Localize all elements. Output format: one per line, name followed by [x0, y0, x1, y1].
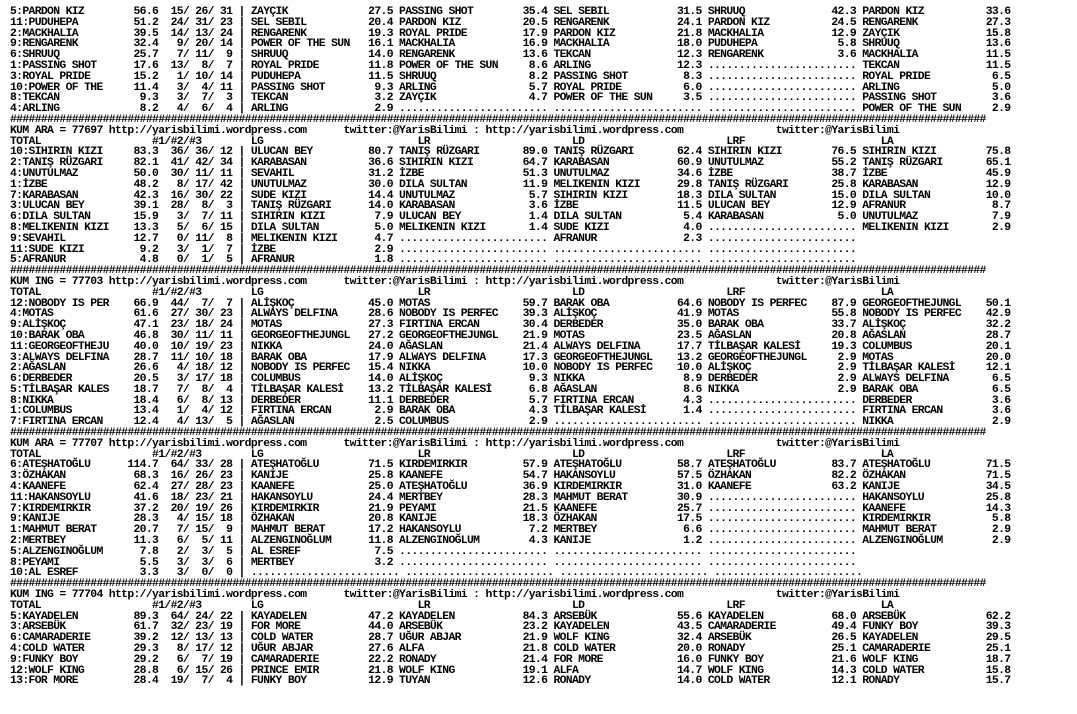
- race-header: KUM ING = 77704 http://yarisbilimi.wordpress.com twitter:@YarisBilimi : http://yarisbilimi.wordpress.com twitter:@YarisBilimi: [10, 589, 900, 602]
- column-header: TOTAL #1/#2/#3 LG LR LD LRF LA: [10, 135, 894, 148]
- table-row: 11:SUDE KIZI 9.2 3/ 1/ 7 | İZBE 2.9 ........................ ........................ ........................: [10, 243, 857, 256]
- table-row: 5:ALZENGINOĞLUM 7.8 2/ 3/ 5 | AL ESREF 7.5 ........................ ........................ ........................: [10, 545, 857, 558]
- table-row: 9:ALİŞKOÇ 47.1 23/ 18/ 24 | MOTAS 27.3 FIRTINA ERCAN 30.4 DERBEDER 35.0 BARAK OBA 33.7 ALİŞKOÇ 32.2: [10, 319, 1011, 332]
- table-row: 6:ATEŞHATOĞLU 114.7 64/ 33/ 28 | ATEŞHATOĞLU 71.5 KIRDEMIRKIR 57.9 ATEŞHATOĞLU 58.7 ATEŞHATOĞLU 83.7 ATEŞHATOĞLU 71.5: [10, 459, 1011, 472]
- table-row: 12:WOLF KING 28.8 6/ 15/ 26 | PRINCE EMIR 21.8 WOLF KING 19.1 ALFA 14.7 WOLF KING 14.3 COLD WATER 15.8: [10, 664, 1011, 677]
- table-row: 7:KIRDEMIRKIR 37.2 20/ 19/ 26 | KIRDEMIRKIR 21.9 PEYAMI 21.5 KAANEFE 25.7 ........................ KAANEFE 14.3: [10, 502, 1011, 515]
- table-row: 6:SHRUUQ 25.7 7/ 11/ 9 | SHRUUQ 14.0 RENGARENK 13.6 TEKCAN 12.3 RENGARENK 3.6 MACKHALIA 11.5: [10, 49, 1011, 62]
- section-divider: ##############################################################################################################################################################: [10, 113, 986, 126]
- table-row: 10:POWER OF THE 11.4 3/ 4/ 11 | PASSING SHOT 9.3 ARLING 5.7 ROYAL PRIDE 6.0 ........................ ARLING 5.0: [10, 81, 1011, 94]
- table-row: 9:FUNKY BOY 29.2 6/ 7/ 19 | CAMARADERIE 22.2 RONADY 21.4 FOR MORE 16.0 FUNKY BOY 21.6 WOLF KING 18.7: [10, 653, 1011, 666]
- table-row: 3:ÖZHAKAN 68.3 16/ 26/ 23 | KANIJE 25.8 KAANEFE 54.7 HAKANSOYLU 57.5 ÖZHAKAN 82.2 ÖZHAKAN 71.5: [10, 470, 1011, 483]
- table-row: 1:MAHMUT BERAT 20.7 7/ 15/ 9 | MAHMUT BERAT 17.2 HAKANSOYLU 7.2 MERTBEY 6.6 ........................ MAHMUT BERAT 2.9: [10, 524, 1011, 537]
- race-header: KUM ARA = 77707 http://yarisbilimi.wordpress.com twitter:@YarisBilimi : http://yarisbilimi.wordpress.com twitter:@YarisBilimi: [10, 437, 900, 450]
- table-row: 2:MACKHALIA 39.5 14/ 13/ 24 | RENGARENK 19.3 ROYAL PRIDE 17.9 PARDON KIZ 21.8 MACKHALIA 12.9 ZAYÇIK 15.8: [10, 27, 1011, 40]
- table-row: 2:AĞASLAN 26.6 4/ 18/ 12 | NOBODY IS PERFEC 15.4 NIKKA 10.0 NOBODY IS PERFEC 10.0 ALİŞKOÇ 2.9 TİLBAŞAR KALESİ 12.1: [10, 362, 1011, 375]
- table-row: 4:KAANEFE 62.4 27/ 28/ 23 | KAANEFE 25.0 ATEŞHATOĞLU 36.9 KIRDEMIRKIR 31.0 KAANEFE 63.2 KANIJE 34.5: [10, 481, 1011, 494]
- table-row: 3:ARSEBÜK 61.7 32/ 23/ 19 | FOR MORE 44.0 ARSEBÜK 23.2 KAYADELEN 43.5 CAMARADERIE 49.4 FUNKY BOY 39.3: [10, 621, 1011, 634]
- table-row: 3:ALWAYS DELFINA 28.7 11/ 10/ 18 | BARAK OBA 17.9 ALWAYS DELFINA 17.3 GEORGEOFTHEJUNGL 13.2 GEORGEOFTHEJUNGL 2.9 MOTAS 20.0: [10, 351, 1011, 364]
- table-row: 5:PARDON KIZ 56.6 15/ 26/ 31 | ZAYÇIK 27.5 PASSING SHOT 35.4 SEL SEBIL 31.5 SHRUUQ 42.3 PARDON KIZ 33.6: [10, 6, 1011, 18]
- table-row: 5:KAYADELEN 89.3 64/ 24/ 22 | KAYADELEN 47.2 KAYADELEN 84.3 ARSEBÜK 55.6 KAYADELEN 68.0 ARSEBÜK 62.2: [10, 610, 1011, 623]
- table-row: 6:DILA SULTAN 15.9 3/ 7/ 11 | SIHIRIN KIZI 7.9 ULUCAN BEY 1.4 DILA SULTAN 5.4 KARABASAN 5.0 UNUTULMAZ 7.9: [10, 211, 1011, 224]
- section-divider: ##############################################################################################################################################################: [10, 265, 986, 278]
- table-row: 9:SEVAHIL 12.7 0/ 11/ 8 | MELIKENIN KIZI 4.7 ........................ AFRANUR 2.3 ........................: [10, 232, 857, 245]
- table-row: 4:MOTAS 61.6 27/ 30/ 23 | ALWAYS DELFINA 28.6 NOBODY IS PERFEC 39.3 ALİŞKOÇ 41.9 MOTAS 55.8 NOBODY IS PERFEC 42.9: [10, 308, 1011, 321]
- table-row: 11:HAKANSOYLU 41.6 18/ 23/ 21 | HAKANSOYLU 24.4 MERTBEY 28.3 MAHMUT BERAT 30.9 ........................ HAKANSOYLU 25.8: [10, 491, 1011, 504]
- table-row: 8:TEKCAN 9.3 3/ 7/ 3 | TEKCAN 3.2 ZAYÇIK 4.7 POWER OF THE SUN 3.5 ........................ PASSING SHOT 3.6: [10, 92, 1011, 105]
- table-row: 1:İZBE 48.2 8/ 17/ 42 | UNUTULMAZ 30.0 DILA SULTAN 11.9 MELIKENIN KIZI 29.8 TANIŞ RÜZGARI 25.8 KARABASAN 12.9: [10, 178, 1011, 191]
- column-header: TOTAL #1/#2/#3 LG LR LD LRF LA: [10, 286, 894, 299]
- table-row: 9:RENGARENK 32.4 9/ 20/ 14 | POWER OF THE SUN 16.1 MACKHALIA 16.9 MACKHALIA 18.0 PUDUHEPA 5.8 SHRUUQ 13.6: [10, 38, 1011, 51]
- table-row: 1:PASSING SHOT 17.6 13/ 8/ 7 | ROYAL PRIDE 11.8 POWER OF THE SUN 8.6 ARLING 12.3 ........................ TEKCAN 11.5: [10, 59, 1011, 72]
- table-row: 10:BARAK OBA 46.8 30/ 11/ 11 | GEORGEOFTHEJUNGL 27.2 GEORGEOFTHEJUNGL 21.9 MOTAS 23.5 AĞASLAN 20.8 AĞASLAN 28.7: [10, 329, 1011, 342]
- race-header: KUM ARA = 77697 http://yarisbilimi.wordpress.com twitter:@YarisBilimi : http://yarisbilimi.wordpress.com twitter:@YarisBilimi: [10, 124, 900, 137]
- table-row: 10:SIHIRIN KIZI 83.3 36/ 36/ 12 | ULUCAN BEY 80.7 TANIŞ RÜZGARI 89.0 TANIŞ RÜZGARI 62.4 SIHIRIN KIZI 76.5 SIHIRIN KIZI 75.8: [10, 146, 1011, 159]
- section-divider: ##############################################################################################################################################################: [10, 578, 986, 591]
- table-row: 7:FIRTINA ERCAN 12.4 4/ 13/ 5 | AĞASLAN 2.5 COLUMBUS 2.9 ........................ ........................ NIKKA 2.9: [10, 416, 1011, 429]
- table-row: 12:NOBODY IS PER 66.9 44/ 7/ 7 | ALİŞKOÇ 45.0 MOTAS 59.7 BARAK OBA 64.6 NOBODY IS PERFEC 87.9 GEORGEOFTHEJUNGL 50.1: [10, 297, 1011, 310]
- table-row: 13:FOR MORE 28.4 19/ 7/ 4 | FUNKY BOY 12.9 TUYAN 12.6 RONADY 14.0 COLD WATER 12.1 RONADY 15.7: [10, 675, 1011, 688]
- table-row: 5:AFRANUR 4.8 0/ 1/ 5 | AFRANUR 1.8 ........................ ........................ ........................: [10, 254, 857, 267]
- table-row: 3:ROYAL PRIDE 15.2 1/ 10/ 14 | PUDUHEPA 11.5 SHRUUQ 8.2 PASSING SHOT 8.3 ........................ ROYAL PRIDE 6.5: [10, 70, 1011, 83]
- table-row: 8:MELIKENIN KIZI 13.3 5/ 6/ 15 | DILA SULTAN 5.0 MELIKENIN KIZI 1.4 SUDE KIZI 4.0 ........................ MELIKENIN KIZI 2.9: [10, 221, 1011, 234]
- table-row: 6:CAMARADERIE 39.2 12/ 13/ 13 | COLD WATER 28.7 UĞUR ABJAR 21.9 WOLF KING 32.4 ARSEBÜK 26.5 KAYADELEN 29.5: [10, 632, 1011, 645]
- table-row: 4:UNUTULMAZ 50.0 30/ 11/ 11 | SEVAHIL 31.2 İZBE 51.3 UNUTULMAZ 34.6 İZBE 38.7 İZBE 45.9: [10, 167, 1011, 180]
- section-divider: ##############################################################################################################################################################: [10, 427, 986, 440]
- column-header: TOTAL #1/#2/#3 LG LR LD LRF LA: [10, 448, 894, 461]
- table-row: 9:KANIJE 28.3 4/ 15/ 18 | ÖZHAKAN 20.8 KANIJE 18.3 ÖZHAKAN 17.5 ........................ KIRDEMIRKIR 5.8: [10, 513, 1011, 526]
- table-row: 8:PEYAMI 5.5 3/ 3/ 6 | MERTBEY 3.2 ........................ ........................ ........................: [10, 556, 857, 569]
- table-row: 3:ULUCAN BEY 39.1 28/ 8/ 3 | TANIŞ RÜZGARI 14.0 KARABASAN 3.6 İZBE 11.5 ULUCAN BEY 12.9 AFRANUR 8.7: [10, 200, 1011, 213]
- table-row: 1:COLUMBUS 13.4 1/ 4/ 12 | FIRTINA ERCAN 2.9 BARAK OBA 4.3 TİLBAŞAR KALESİ 1.4 ........................ FIRTINA ERCAN 3.6: [10, 405, 1011, 418]
- table-row: 4:ARLING 8.2 4/ 6/ 4 | ARLING 2.9 ........................ ........................ ........................ POWER OF THE SUN 2.9: [10, 103, 1011, 116]
- table-row: 6:DERBEDER 20.5 3/ 17/ 18 | COLUMBUS 14.0 ALİŞKOÇ 9.3 NIKKA 8.9 DERBEDER 2.9 ALWAYS DELFINA 6.5: [10, 373, 1011, 386]
- table-row: 2:TANIŞ RÜZGARI 82.1 41/ 42/ 34 | KARABASAN 36.6 SIHIRIN KIZI 64.7 KARABASAN 60.9 UNUTULMAZ 55.2 TANIŞ RÜZGARI 65.1: [10, 157, 1011, 170]
- table-row: 10:AL ESREF 3.3 3/ 0/ 0 | ........................ ........................ ........................ ........................: [10, 567, 863, 580]
- table-row: 8:NIKKA 18.4 6/ 8/ 13 | DERBEDER 11.1 DERBEDER 5.7 FIRTINA ERCAN 4.3 ........................ DERBEDER 3.6: [10, 394, 1011, 407]
- table-row: 4:COLD WATER 29.3 8/ 17/ 12 | UĞUR ABJAR 27.6 ALFA 21.8 COLD WATER 20.0 RONADY 25.1 CAMARADERIE 25.1: [10, 643, 1011, 656]
- table-row: 7:KARABASAN 42.3 16/ 30/ 22 | SUDE KIZI 14.4 UNUTULMAZ 5.7 SIHIRIN KIZI 18.3 DILA SULTAN 15.0 DILA SULTAN 10.0: [10, 189, 1011, 202]
- table-row: 5:TİLBAŞAR KALES 18.7 7/ 8/ 4 | TİLBAŞAR KALESİ 13.2 TİLBAŞAR KALESİ 6.8 AĞASLAN 8.6 NIKKA 2.9 BARAK OBA 6.5: [10, 383, 1011, 396]
- table-row: 11:GEORGEOFTHEJU 40.0 10/ 19/ 23 | NIKKA 24.0 AĞASLAN 21.4 ALWAYS DELFINA 17.7 TİLBAŞAR KALESİ 19.3 COLUMBUS 20.1: [10, 340, 1011, 353]
- table-row: 2:MERTBEY 11.3 6/ 5/ 11 | ALZENGINOĞLUM 11.8 ALZENGINOĞLUM 4.3 KANIJE 1.2 ........................ ALZENGINOĞLUM 2.9: [10, 535, 1011, 548]
- column-header: TOTAL #1/#2/#3 LG LR LD LRF LA: [10, 599, 894, 612]
- race-header: KUM ING = 77703 http://yarisbilimi.wordpress.com twitter:@YarisBilimi : http://yarisbilimi.wordpress.com twitter:@YarisBilimi: [10, 275, 900, 288]
- table-row: 11:PUDUHEPA 51.2 24/ 31/ 23 | SEL SEBIL 20.4 PARDON KIZ 20.5 RENGARENK 24.1 PARDON KIZ 24.5 RENGARENK 27.3: [10, 16, 1011, 29]
